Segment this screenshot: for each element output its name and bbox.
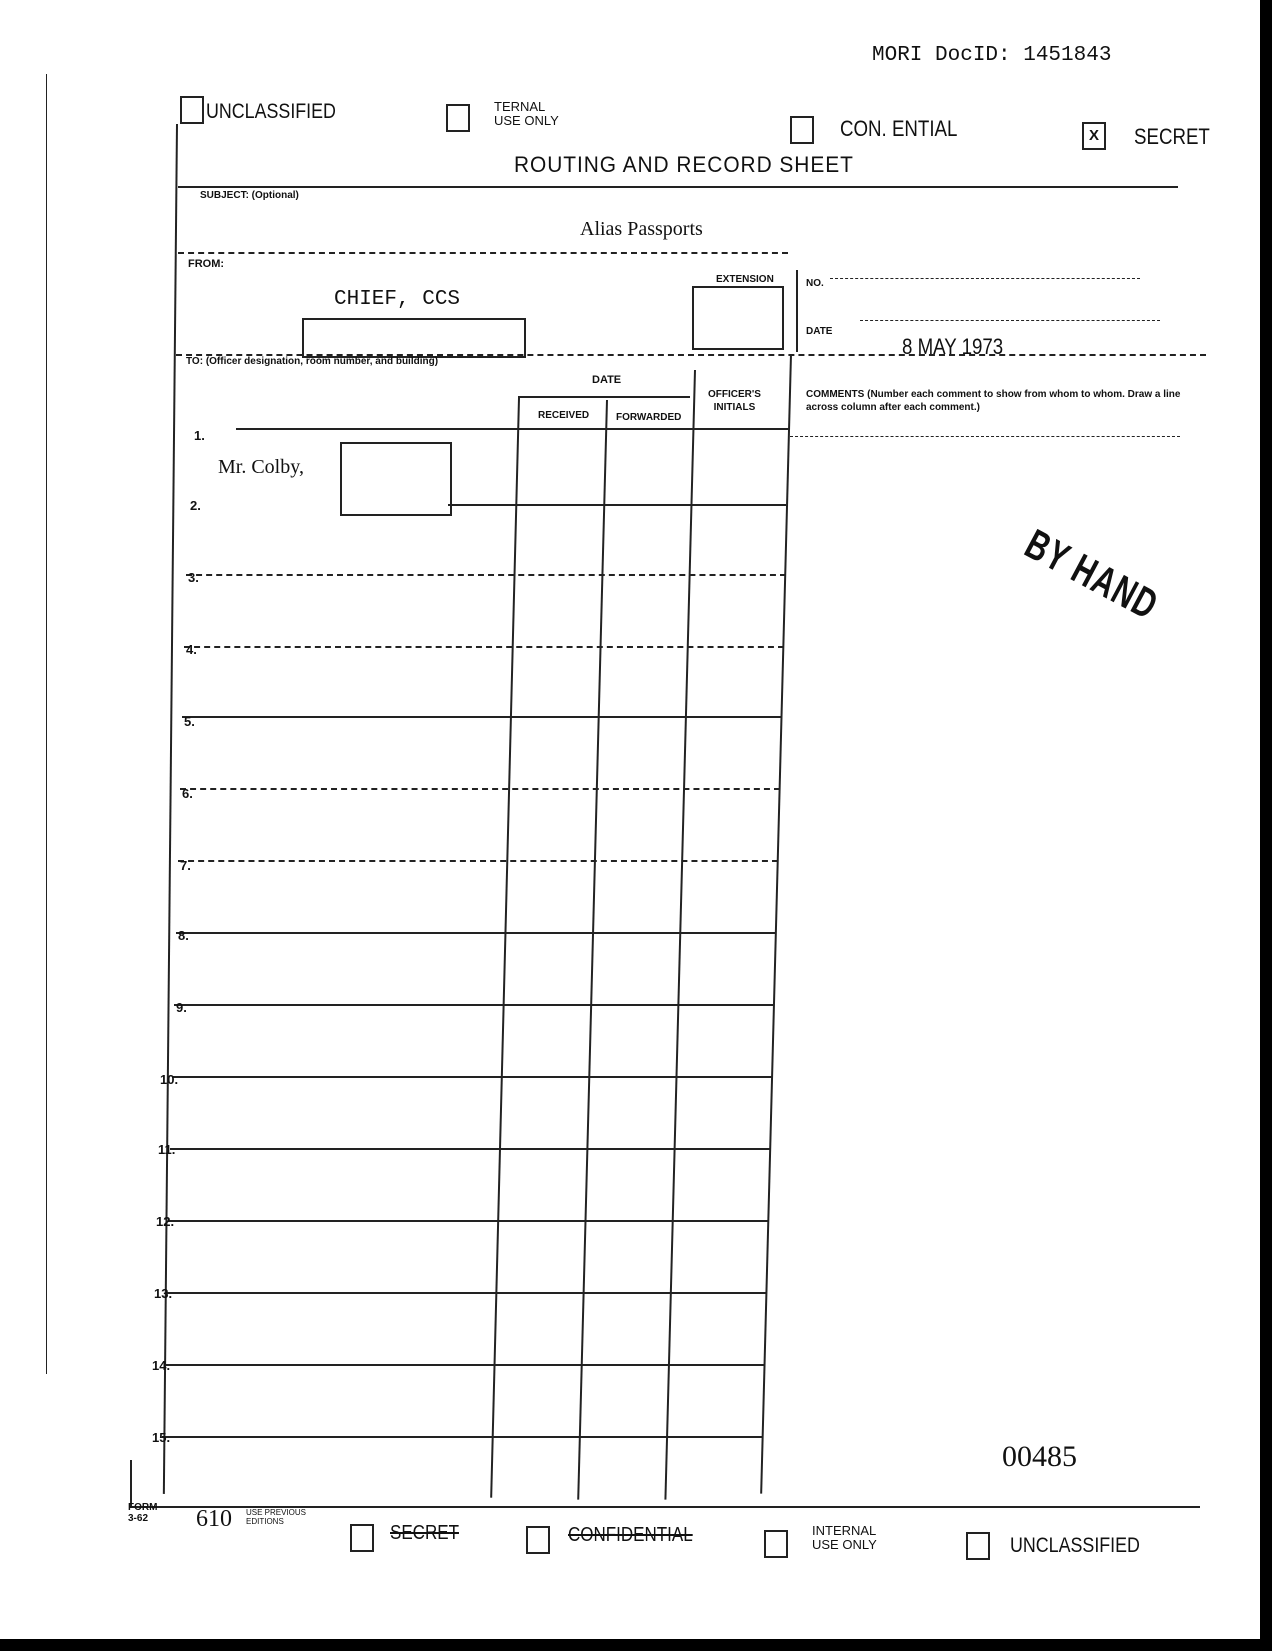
column-line-initials [760, 354, 792, 1494]
date-column-header: DATE [592, 374, 622, 386]
column-line-forwarded [664, 370, 696, 1500]
page-title: ROUTING AND RECORD SHEET [514, 152, 854, 177]
initials-label-line1: OFFICER'S [708, 389, 761, 400]
to-label: TO: (Officer designation, room number, and building) [186, 356, 439, 367]
internal-label-line1: TERNAL [494, 99, 546, 114]
comments-label: COMMENTS (Number each comment to show from whom to whom. Draw a line across column after each comment.) [806, 389, 1181, 413]
row-divider-13 [164, 1364, 764, 1366]
row-divider-14 [162, 1436, 762, 1438]
row-number-13: 13. [154, 1286, 173, 1301]
row-number-6: 6. [182, 786, 193, 801]
row-number-2: 2. [190, 498, 201, 513]
previous-editions-note [246, 1508, 306, 1526]
form-date: 3-62 [128, 1513, 149, 1524]
form-label-text: FORM [128, 1502, 158, 1513]
row-number-12: 12. [156, 1214, 175, 1229]
footer-unclassified-checkbox[interactable] [966, 1532, 990, 1560]
secret-label: SECRET [1134, 124, 1210, 149]
confidential-label: CON. ENTIAL [840, 116, 958, 141]
date-header-underline [518, 396, 690, 398]
footer-internal-line2: USE ONLY [812, 1537, 877, 1552]
footer-unclassified-label: UNCLASSIFIED [1010, 1534, 1140, 1557]
header-bottom-line [236, 428, 790, 430]
unclassified-checkbox[interactable] [180, 96, 204, 124]
extension-label: EXTENSION [716, 274, 774, 285]
row-divider-10 [170, 1148, 770, 1150]
column-line-to [490, 398, 520, 1498]
row-divider-11 [168, 1220, 768, 1222]
footer-confidential-checkbox[interactable] [526, 1526, 550, 1554]
row-1-redaction-box [340, 442, 452, 516]
row-divider-8 [174, 1004, 774, 1006]
from-label: FROM: [188, 258, 225, 270]
subject-value: Alias Passports [580, 218, 703, 240]
extension-field[interactable] [692, 286, 784, 350]
extension-divider [796, 270, 798, 352]
internal-checkbox[interactable] [446, 104, 470, 132]
forwarded-label: FORWARDED [616, 412, 682, 423]
footer-confidential-label: CONFIDENTIAL [568, 1524, 693, 1546]
row-divider-4 [182, 716, 782, 718]
subject-underline [178, 252, 788, 254]
row-divider-1 [448, 504, 786, 506]
row-divider-5 [180, 788, 780, 790]
footer-secret-label: SECRET [390, 1522, 459, 1544]
footer-internal-line1: INTERNAL [812, 1523, 877, 1538]
secret-checkbox[interactable]: X [1082, 122, 1106, 150]
date-underline [860, 320, 1160, 321]
row-divider-12 [166, 1292, 766, 1294]
by-hand-stamp: BY HAND [1017, 520, 1167, 629]
confidential-checkbox[interactable] [790, 116, 814, 144]
left-margin-line [46, 74, 47, 1374]
form-bottom-left-corner [130, 1460, 132, 1506]
from-redaction-box [302, 318, 526, 358]
previous-note-line2: EDITIONS [246, 1517, 284, 1526]
received-label: RECEIVED [538, 410, 590, 421]
row-number-10: 10. [160, 1072, 179, 1087]
date-value: 8 MAY 1973 [902, 334, 1004, 359]
form-number: 610 [196, 1506, 232, 1532]
unclassified-label: UNCLASSIFIED [206, 100, 336, 123]
footer-internal-checkbox[interactable] [764, 1530, 788, 1558]
internal-label [494, 100, 559, 128]
column-line-received [577, 400, 608, 1500]
row-number-5: 5. [184, 714, 195, 729]
row-divider-3 [184, 646, 784, 648]
doc-id: MORI DocID: 1451843 [872, 44, 1112, 67]
document-number: 00485 [1002, 1440, 1077, 1473]
previous-note-line1: USE PREVIOUS [246, 1508, 307, 1517]
row-divider-7 [176, 932, 776, 934]
form-label [128, 1502, 157, 1524]
scan-edge-right [1260, 0, 1272, 1651]
from-value: CHIEF, CCS [334, 288, 461, 311]
title-underline [178, 186, 1178, 188]
internal-label-line2: USE ONLY [494, 113, 559, 128]
subject-label: SUBJECT: (Optional) [200, 190, 299, 201]
no-label: NO. [806, 278, 824, 289]
row-number-15: 15. [152, 1430, 171, 1445]
footer-secret-checkbox[interactable] [350, 1524, 374, 1552]
footer-internal-label [812, 1524, 877, 1552]
row-number-1: 1. [194, 428, 205, 443]
row-number-8: 8. [178, 928, 189, 943]
row-divider-2 [186, 574, 786, 576]
row-number-3: 3. [188, 570, 199, 585]
row-number-4: 4. [186, 642, 197, 657]
row-number-9: 9. [176, 1000, 187, 1015]
comments-header-line [790, 436, 1180, 437]
row-number-14: 14. [152, 1358, 171, 1373]
initials-label [708, 388, 761, 414]
row-1-to: Mr. Colby, [218, 456, 304, 478]
initials-label-line2: INITIALS [713, 402, 756, 413]
scan-edge-bottom [0, 1639, 1272, 1651]
row-divider-9 [172, 1076, 772, 1078]
row-divider-6 [178, 860, 778, 862]
date-label: DATE [806, 326, 833, 337]
row-number-11: 11. [158, 1142, 176, 1157]
row-number-7: 7. [180, 858, 191, 873]
no-underline [830, 278, 1140, 279]
